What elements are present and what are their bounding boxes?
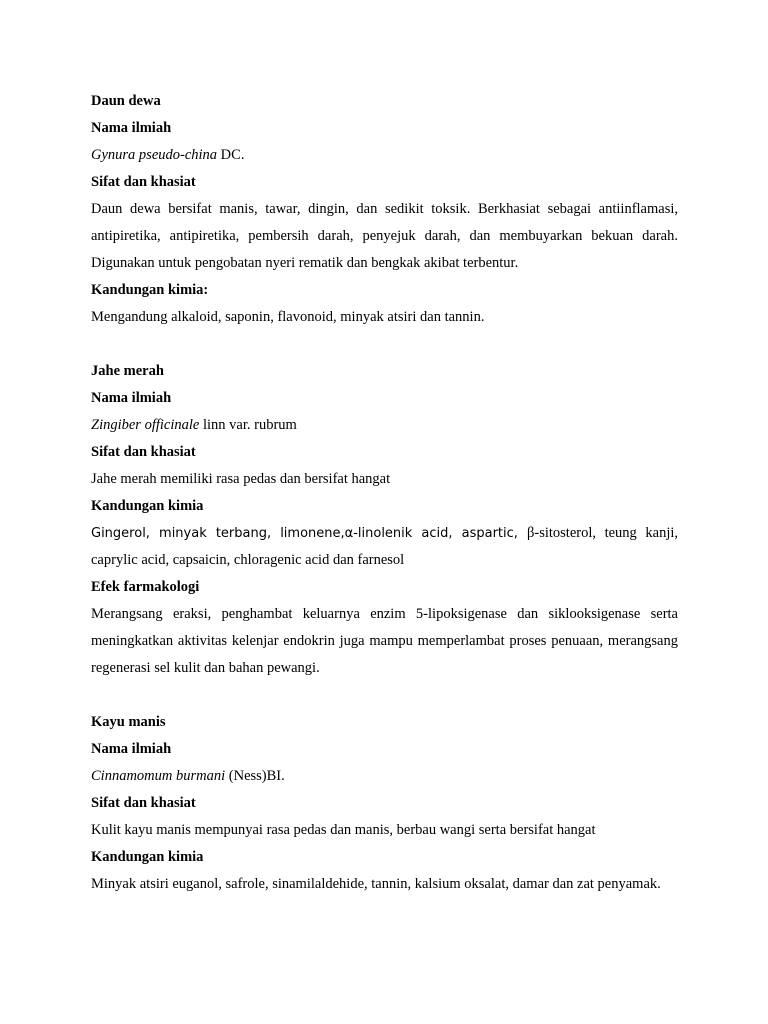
section-kayu-manis <box>91 709 678 898</box>
scientific-name <box>91 412 678 439</box>
chemical-content-label: Kandungan kimia <box>91 498 204 514</box>
properties-label: Sifat dan khasiat <box>91 444 196 460</box>
section-title: Daun dewa <box>91 93 161 109</box>
scientific-name-label: Nama ilmiah <box>91 741 172 757</box>
chemical-content-text: Minyak atsiri euganol, safrole, sinamilaldehide, tannin, kalsium oksalat, damar dan zat penyamak. <box>91 876 661 892</box>
scientific-name-italic: Zingiber officinale <box>91 417 200 433</box>
section-title: Kayu manis <box>91 714 166 730</box>
scientific-name <box>91 142 678 169</box>
section-daun-dewa <box>91 88 678 331</box>
scientific-name-author: (Ness)BI. <box>225 768 285 784</box>
chemical-content-text-part2: β-sitosterol, teung kanji, caprylic acid, capsaicin, chloragenic acid dan farnesol <box>91 525 678 568</box>
properties-text: Kulit kayu manis mempunyai rasa pedas dan manis, berbau wangi serta bersifat hangat <box>91 822 596 838</box>
properties-text: Jahe merah memiliki rasa pedas dan bersifat hangat <box>91 471 391 487</box>
scientific-name-italic: Gynura pseudo-china <box>91 147 218 163</box>
properties-text: Daun dewa bersifat manis, tawar, dingin, dan sedikit toksik. Berkhasiat sebagai antiinflamasi, antipiretika, antipiretika, pembersih darah, penyejuk darah, dan membuyarkan bekuan darah. Digunakan untuk pengobatan nyeri rematik dan bengkak akibat terbentur. <box>91 201 678 271</box>
chemical-content-label: Kandungan kimia <box>91 849 204 865</box>
section-jahe-merah <box>91 358 678 682</box>
pharmacology-text: Merangsang eraksi, penghambat keluarnya enzim 5-lipoksigenase dan siklooksigenase serta meningkatkan aktivitas kelenjar endokrin juga mampu memperlambat proses penuaan, merangsang regenerasi sel kulit dan bahan pewangi. <box>91 606 678 676</box>
scientific-name-author: DC. <box>217 147 245 163</box>
scientific-name-italic: Cinnamomum burmani <box>91 768 226 784</box>
chemical-content-text <box>91 520 678 574</box>
chemical-content-label: Kandungan kimia: <box>91 282 209 298</box>
pharmacology-label: Efek farmakologi <box>91 579 200 595</box>
properties-label: Sifat dan khasiat <box>91 174 196 190</box>
document-page <box>91 88 678 898</box>
chemical-content-text: Mengandung alkaloid, saponin, flavonoid, minyak atsiri dan tannin. <box>91 309 485 325</box>
scientific-name <box>91 763 678 790</box>
scientific-name-label: Nama ilmiah <box>91 390 172 406</box>
section-title: Jahe merah <box>91 363 164 379</box>
properties-label: Sifat dan khasiat <box>91 795 196 811</box>
scientific-name-label: Nama ilmiah <box>91 120 172 136</box>
chemical-content-text-part1: Gingerol, minyak terbang, limonene,α-linolenik acid, aspartic, <box>91 526 527 541</box>
scientific-name-author: linn var. rubrum <box>199 417 297 433</box>
